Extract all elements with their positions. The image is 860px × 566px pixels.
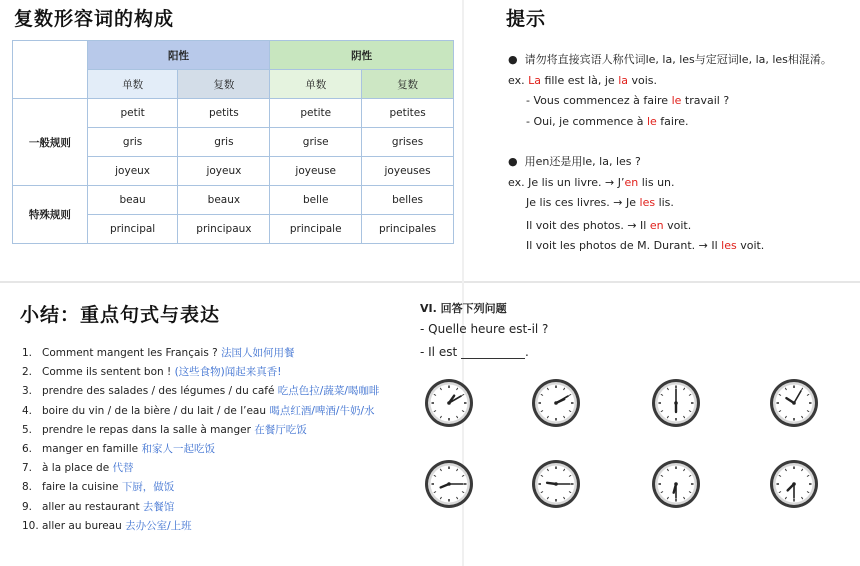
clock-icon	[423, 377, 475, 429]
list-item: 9. aller au restaurant 去餐馆	[22, 500, 175, 513]
hint-example-line: Il voit les photos de M. Durant. → Il les voit.	[526, 239, 765, 252]
clock-icon	[768, 377, 820, 429]
table-cell: principales	[362, 215, 454, 244]
list-item: 7. à la place de 代替	[22, 462, 134, 475]
summary-title: 小结：重点句式与表达	[20, 304, 221, 326]
table-cell: petite	[270, 99, 362, 128]
adjective-plural-table	[12, 40, 454, 244]
answer-line: - Il est .	[420, 345, 529, 359]
masc-singular-header: 单数	[87, 70, 178, 99]
table-cell: petits	[178, 99, 270, 128]
rule-label: 特殊规则	[13, 186, 88, 244]
table-cell: principaux	[178, 215, 270, 244]
table-cell: principal	[87, 215, 178, 244]
table-cell: grise	[270, 128, 362, 157]
clock-icon	[423, 458, 475, 510]
table-cell: gris	[87, 128, 178, 157]
table-cell: beaux	[178, 186, 270, 215]
table-cell: petites	[362, 99, 454, 128]
bullet-icon: ●	[508, 155, 525, 168]
table-corner-cell	[13, 41, 88, 99]
table-cell: petit	[87, 99, 178, 128]
clock-icon	[650, 377, 702, 429]
hint-block	[508, 50, 832, 257]
table-cell: belle	[270, 186, 362, 215]
questions-title: VI. 回答下列问题	[420, 302, 507, 315]
table-cell: joyeux	[178, 157, 270, 186]
hint-example-line: - Oui, je commence à le faire.	[526, 114, 689, 128]
hint-bullet-1: ● 请勿将直接宾语人称代词le, la, les与定冠词le, la, les相混淆。	[508, 53, 832, 66]
table-cell: joyeuse	[270, 157, 362, 186]
horizontal-divider	[0, 281, 860, 283]
feminine-header: 阴性	[270, 41, 454, 70]
formation-title: 复数形容词的构成	[14, 8, 175, 30]
bullet-icon: ●	[508, 53, 525, 66]
table-row	[13, 186, 454, 215]
clock-icon	[650, 458, 702, 510]
answer-blank[interactable]	[461, 347, 525, 359]
list-item: 1. Comment mangent les Français ? 法国人如何用餐	[22, 347, 295, 359]
list-item: 3. prendre des salades / des légumes / du café 吃点色拉/蔬菜/喝咖啡	[22, 385, 380, 398]
hint-bullet-2: ● 用en还是用le, la, les ?	[508, 155, 641, 168]
table-cell: gris	[178, 128, 270, 157]
table-cell: joyeux	[87, 157, 178, 186]
masc-plural-header: 复数	[178, 70, 270, 99]
list-item: 8. faire la cuisine 下厨，做饭	[22, 481, 175, 494]
question-line: - Quelle heure est-il ?	[420, 322, 549, 336]
list-item: 2. Comme ils sentent bon ! (这些食物)闻起来真香!	[22, 366, 282, 379]
table-row	[13, 99, 454, 128]
hint-example-line: Il voit des photos. → Il en voit.	[526, 218, 692, 232]
list-item: 5. prendre le repas dans la salle à manger 在餐厅吃饭	[22, 423, 307, 436]
rule-label: 一般规则	[13, 99, 88, 186]
summary-list	[22, 344, 379, 536]
table-cell: grises	[362, 128, 454, 157]
table-cell: beau	[87, 186, 178, 215]
list-item: 4. boire du vin / de la bière / du lait / de l’eau 喝点红酒/啤酒/牛奶/水	[22, 404, 375, 417]
clock-icon	[768, 458, 820, 510]
table-header-row	[13, 41, 454, 70]
hint-example-line: Je lis ces livres. → Je les lis.	[526, 196, 674, 209]
table-cell: principale	[270, 215, 362, 244]
hint-example-line: - Vous commencez à faire le travail ?	[526, 94, 730, 107]
fem-plural-header: 复数	[362, 70, 454, 99]
hint-example-line: ex. Je lis un livre. → J’en lis un.	[508, 175, 675, 189]
clock-icon	[530, 377, 582, 429]
table-cell: belles	[362, 186, 454, 215]
table-cell: joyeuses	[362, 157, 454, 186]
masculine-header: 阳性	[87, 41, 270, 70]
clock-icon	[530, 458, 582, 510]
fem-singular-header: 单数	[270, 70, 362, 99]
list-item: 10. aller au bureau 去办公室/上班	[22, 519, 192, 532]
hint-example-line: ex. La fille est là, je la vois.	[508, 73, 658, 87]
hint-title: 提示	[506, 8, 547, 30]
list-item: 6. manger en famille 和家人一起吃饭	[22, 443, 215, 456]
